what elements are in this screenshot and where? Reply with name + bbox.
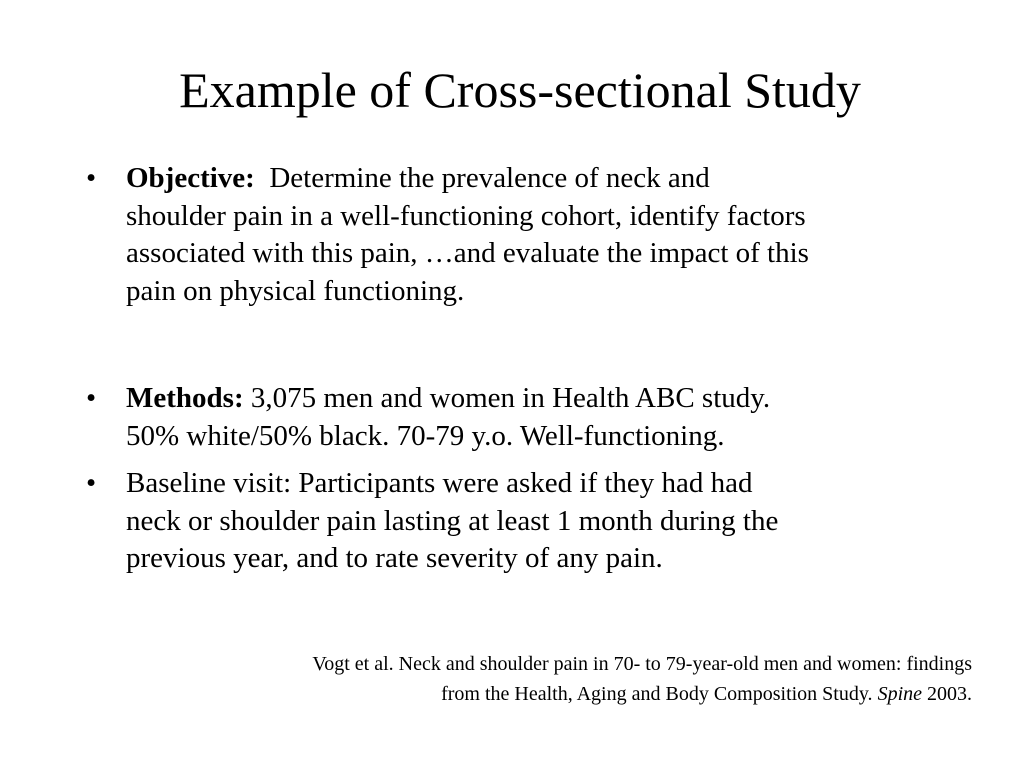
- bullet-text-line: associated with this pain, …and evaluate the impact of this: [126, 237, 809, 269]
- bullet-text-line: 50% white/50% black. 70-79 y.o. Well-functioning.: [126, 419, 725, 452]
- citation-line-2: [0, 679, 972, 709]
- citation-year: 2003.: [927, 683, 972, 705]
- citation: [0, 649, 972, 709]
- bullet-lead-methods: Methods:: [126, 382, 244, 414]
- bullet-text-line: neck or shoulder pain lasting at least 1 month during the: [126, 504, 779, 537]
- bullet-marker: •: [86, 162, 97, 194]
- citation-journal: Spine: [877, 683, 922, 705]
- bullet-text-line: 3,075 men and women in Health ABC study.: [250, 382, 771, 414]
- bullet-text-line: previous year, and to rate severity of any pain.: [126, 542, 663, 574]
- citation-source: from the Health, Aging and Body Composition Study.: [441, 683, 873, 705]
- citation-line-1: Vogt et al. Neck and shoulder pain in 70- to 79-year-old men and women: findings: [312, 653, 972, 675]
- bullet-text-line: Baseline visit: Participants were asked if they had had: [126, 467, 753, 499]
- bullet-methods: [82, 380, 952, 455]
- bullet-lead-objective: Objective:: [126, 162, 255, 194]
- bullet-baseline: [82, 465, 952, 578]
- bullet-text-line: pain on physical functioning.: [126, 274, 465, 307]
- slide-title: Example of Cross-sectional Study: [179, 62, 861, 118]
- bullet-marker: •: [86, 467, 97, 499]
- bullet-list: [82, 160, 952, 578]
- bullet-text-line: Determine the prevalence of neck and: [269, 162, 710, 194]
- bullet-text-line: shoulder pain in a well-functioning cohort, identify factors: [126, 199, 806, 232]
- bullet-marker: •: [86, 382, 97, 414]
- bullet-objective: [82, 160, 952, 310]
